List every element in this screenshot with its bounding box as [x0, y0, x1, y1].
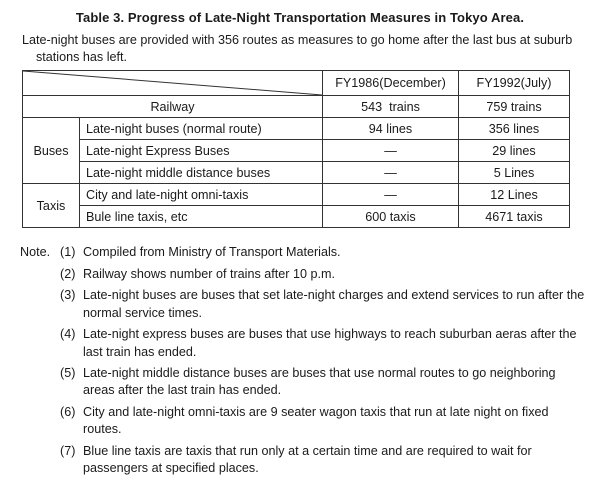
row-label: Late-night middle distance buses [80, 162, 323, 184]
value-1986: — [323, 184, 459, 206]
table-row [23, 206, 570, 228]
table-row [23, 118, 570, 140]
notes-section [20, 244, 590, 482]
note-item [20, 287, 590, 321]
value-1986: 600 taxis [323, 206, 459, 228]
note-number: (7) [60, 444, 76, 459]
intro-line-1: Late-night buses are provided with 356 routes as measures to go home after the last bus at suburb [22, 33, 573, 47]
note-number: (5) [60, 366, 76, 381]
railway-value-1986: 543 trains [323, 96, 459, 118]
note-item [20, 266, 590, 283]
table-row [23, 140, 570, 162]
note-text: Late-night express buses are buses that use highways to reach suburban aeras after the last train has ended. [83, 327, 577, 359]
header-row [23, 71, 570, 96]
table-title: Table 3. Progress of Late-Night Transportation Measures in Tokyo Area. [75, 10, 525, 25]
note-number: (1) [60, 245, 76, 259]
table-row [23, 184, 570, 206]
value-1986: 94 lines [323, 118, 459, 140]
value-1986: — [323, 140, 459, 162]
intro-line-2: stations has left. [36, 50, 128, 64]
row-label: City and late-night omni-taxis [80, 184, 323, 206]
column-header-fy1986: FY1986(December) [323, 71, 459, 96]
note-item [20, 365, 590, 399]
notes-prefix: Note. [20, 245, 51, 259]
note-text: Blue line taxis are taxis that run only at a certain time and are required to wait for passengers at specified places. [83, 444, 532, 476]
railway-value-1992: 759 trains [459, 96, 570, 118]
table-row [23, 162, 570, 184]
value-1992: 4671 taxis [459, 206, 570, 228]
group-label-buses: Buses [23, 118, 80, 184]
row-label: Late-night Express Buses [80, 140, 323, 162]
note-text: Late-night buses are buses that set late-night charges and extend services to run after the normal service times. [83, 288, 585, 320]
note-item [20, 326, 590, 360]
note-item [20, 443, 590, 477]
note-number: (3) [60, 288, 76, 303]
intro-text [22, 32, 594, 66]
row-label: Bule line taxis, etc [80, 206, 323, 228]
value-1992: 5 Lines [459, 162, 570, 184]
note-number: (6) [60, 405, 76, 420]
diagonal-line [23, 71, 322, 95]
note-text: Compiled from Ministry of Transport Materials. [83, 245, 341, 259]
value-1992: 356 lines [459, 118, 570, 140]
note-text: City and late-night omni-taxis are 9 seater wagon taxis that run at late night on fixed routes. [83, 405, 549, 437]
value-1992: 29 lines [459, 140, 570, 162]
column-header-fy1992: FY1992(July) [459, 71, 570, 96]
value-1986: — [323, 162, 459, 184]
note-text: Late-night middle distance buses are buses that use normal routes to go neighboring areas after the last train has ended. [83, 366, 556, 398]
note-item [20, 244, 590, 261]
table-row-railway [23, 96, 570, 118]
corner-diagonal-cell [23, 71, 323, 96]
note-item [20, 404, 590, 438]
value-1992: 12 Lines [459, 184, 570, 206]
transport-table [22, 70, 570, 228]
group-label-taxis: Taxis [23, 184, 80, 228]
note-number: (4) [60, 327, 76, 342]
note-text: Railway shows number of trains after 10 p.m. [83, 266, 335, 281]
note-number: (2) [60, 266, 76, 281]
row-label: Late-night buses (normal route) [80, 118, 323, 140]
railway-label: Railway [23, 96, 323, 118]
